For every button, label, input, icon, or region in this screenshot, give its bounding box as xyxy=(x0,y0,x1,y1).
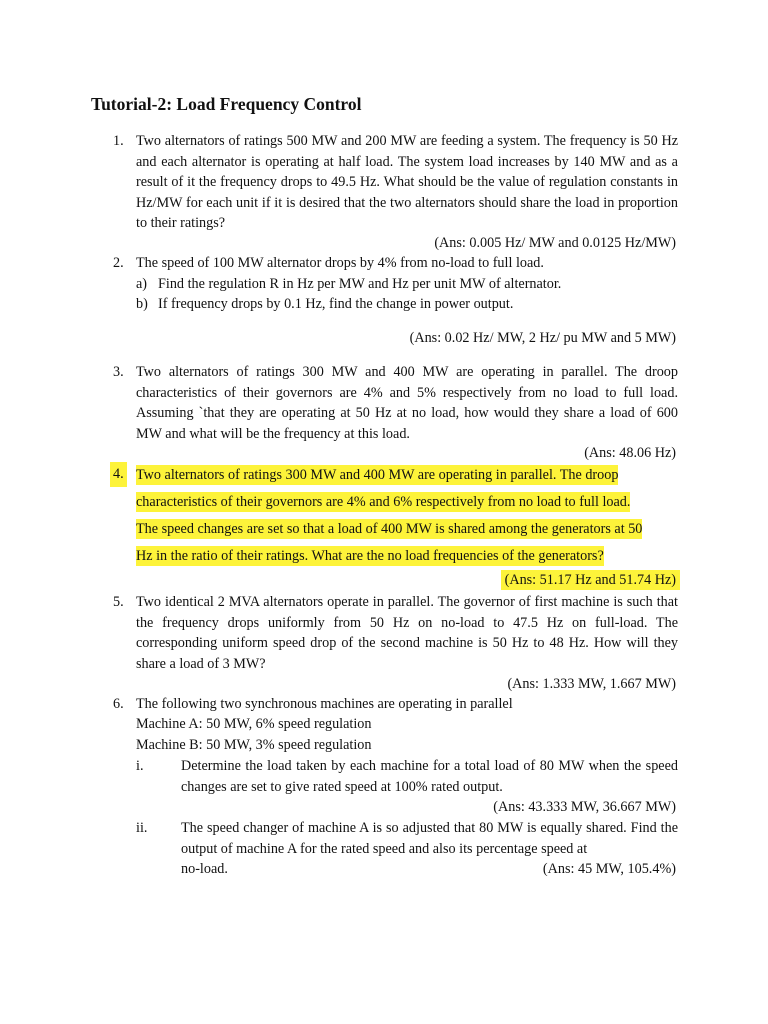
question-line: Two alternators of ratings 300 MW and 400 MW are operating in parallel. The droop xyxy=(136,467,619,483)
question-text: Two alternators of ratings 300 MW and 400 MW are operating in parallel. The droop characteristics of their governors are 4% and 5% respectively from no load to full load. Assuming `that they are operating at 50 Hz at no load, how would they share a load of 600 MW and what will be the frequency at this load. xyxy=(136,364,678,442)
question-line: Hz in the ratio of their ratings. What are the no load frequencies of the generators? xyxy=(136,548,604,564)
answer-text: (Ans: 51.17 Hz and 51.74 Hz) xyxy=(501,570,680,591)
question-line: characteristics of their governors are 4% and 6% respectively from no load to full load. xyxy=(136,494,631,510)
answer-text: (Ans: 0.02 Hz/ MW, 2 Hz/ pu MW and 5 MW) xyxy=(409,330,676,346)
question-text: Two identical 2 MVA alternators operate in parallel. The governor of first machine is such that the frequency drops uniformly from 50 Hz on no-load to 47.5 Hz on full-load. The corresponding uniform speed drop of the second machine is 50 Hz to 48 Hz. How will they share a load of 3 MW? xyxy=(136,594,678,672)
document-title: Tutorial-2: Load Frequency Control xyxy=(91,94,362,114)
question-text: The following two synchronous machines are operating in parallel xyxy=(136,696,513,712)
answer-text: (Ans: 48.06 Hz) xyxy=(584,445,676,461)
sub-question-label: i. xyxy=(136,758,144,774)
question-text: The speed of 100 MW alternator drops by 4% from no-load to full load. xyxy=(136,255,544,271)
sub-question-text: Determine the load taken by each machine for a total load of 80 MW when the speed changes are set to give rated speed at 100% rated output. xyxy=(181,758,678,795)
question-line: The speed changes are set so that a load of 400 MW is shared among the generators at 50 xyxy=(136,521,643,537)
machine-a-spec: Machine A: 50 MW, 6% speed regulation xyxy=(136,716,372,732)
sub-question-a xyxy=(136,274,678,294)
answer-text: (Ans: 0.005 Hz/ MW and 0.0125 Hz/MW) xyxy=(434,235,676,251)
question-number: 5. xyxy=(113,594,124,610)
machine-b-spec: Machine B: 50 MW, 3% speed regulation xyxy=(136,737,372,753)
answer-text: (Ans: 1.333 MW, 1.667 MW) xyxy=(507,676,676,692)
question-text xyxy=(136,462,681,570)
question-number: 6. xyxy=(113,696,124,712)
sub-question-label: b) xyxy=(136,296,148,312)
question-text: Two alternators of ratings 500 MW and 200 MW are feeding a system. The frequency is 50 Hz and each alternator is operating at half load. The system load increases by 140 MW and as a result of it the frequency drops to 49.5 Hz. What should be the value of regulation constants in Hz/MW for each unit if it is desired that the two alternators should share the load in proportion to their ratings? xyxy=(136,133,678,231)
answer-text: (Ans: 45 MW, 105.4%) xyxy=(542,861,676,877)
answer-text: (Ans: 43.333 MW, 36.667 MW) xyxy=(493,799,676,815)
question-number: 4. xyxy=(110,462,127,487)
question-number: 3. xyxy=(113,364,124,380)
sub-question-text: Find the regulation R in Hz per MW and Hz per unit MW of alternator. xyxy=(158,276,562,292)
question-number: 2. xyxy=(113,255,124,271)
sub-question-label: a) xyxy=(136,276,148,292)
sub-question-text: If frequency drops by 0.1 Hz, find the change in power output. xyxy=(158,296,514,312)
sub-question-b xyxy=(136,294,678,314)
question-number: 1. xyxy=(113,133,124,149)
sub-question-last-line: no-load. xyxy=(181,861,228,877)
sub-question-label: ii. xyxy=(136,820,148,836)
sub-question-text: The speed changer of machine A is so adjusted that 80 MW is equally shared. Find the output of machine A for the rated speed and also its percentage speed at xyxy=(181,820,678,857)
